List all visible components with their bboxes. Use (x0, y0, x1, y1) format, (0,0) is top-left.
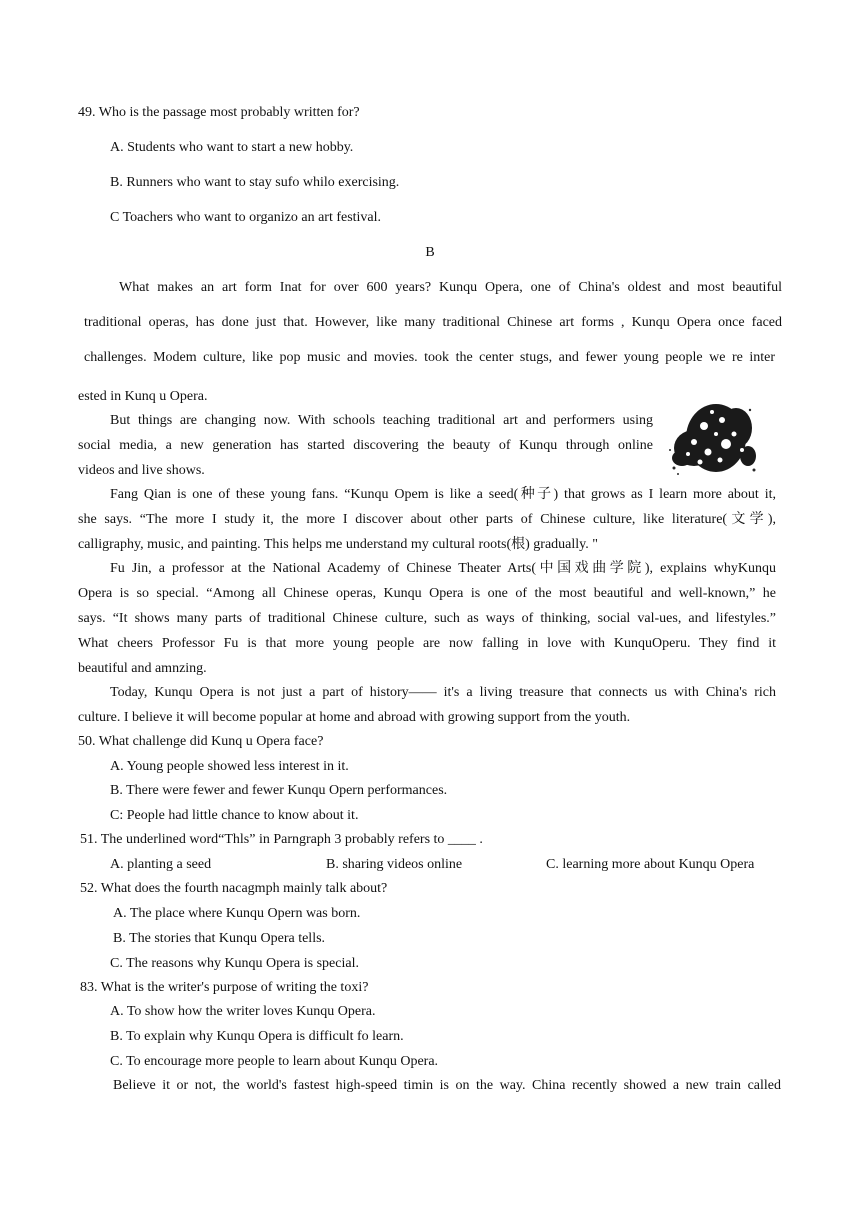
q83-stem: 83. What is the writer's purpose of writing the toxi? (80, 980, 369, 995)
q50-option-c: C: People had little chance to know about it. (110, 808, 359, 823)
q51-option-c: C. learning more about Kunqu Opera (546, 857, 755, 872)
p2-line-3: videos and live shows. (78, 463, 205, 478)
q49-option-b: B. Runners who want to stay sufo whilo exercising. (110, 175, 400, 190)
q50-option-b: B. There were fewer and fewer Kunqu Opern performances. (110, 783, 448, 798)
q49-stem: 49. Who is the passage most probably written for? (78, 105, 360, 120)
q51-option-a: A. planting a seed (110, 857, 212, 872)
q52-option-b: B. The stories that Kunqu Opera tells. (113, 931, 326, 946)
p3-line-3: calligraphy, music, and painting. This helps me understand my cultural roots(根) gradually. " (78, 537, 598, 552)
p3-line-1: Fang Qian is one of these young fans. “Kunqu Opem is like a seed(种子) that grows as I learn more about it, (110, 487, 776, 502)
p4-line-2: Opera is so special. “Among all Chinese operas, Kunqu Opera is one of the most beautiful and well-known,” he (78, 586, 776, 601)
q83-option-b: B. To explain why Kunqu Opera is difficult fo learn. (110, 1029, 404, 1044)
section-label: B (425, 245, 435, 260)
q50-stem: 50. What challenge did Kunq u Opera face? (78, 734, 324, 749)
q52-option-a: A. The place where Kunqu Opern was born. (113, 906, 361, 921)
q83-option-a: A. To show how the writer loves Kunqu Opera. (110, 1004, 376, 1019)
q51-stem: 51. The underlined word“Thls” in Parngraph 3 probably refers to ____ . (80, 832, 483, 847)
q49-option-c: C Toachers who want to organizo an art festival. (110, 210, 382, 225)
p1-line-2: traditional operas, has done just that. However, like many traditional Chinese art forms , Kunqu Opera once faced (84, 315, 782, 330)
q52-stem: 52. What does the fourth nacagmph mainly talk about? (80, 881, 388, 896)
q52-option-c: C. The reasons why Kunqu Opera is special. (110, 956, 359, 971)
p1-line-4: ested in Kunq u Opera. (78, 389, 208, 404)
q83-option-c: C. To encourage more people to learn about Kunqu Opera. (110, 1054, 439, 1069)
q49-option-a: A. Students who want to start a new hobby. (110, 140, 354, 155)
p1-line-1: What makes an art form Inat for over 600 years? Kunqu Opera, one of China's oldest and most beautiful (119, 280, 782, 295)
p5-line-1: Today, Kunqu Opera is not just a part of history—— it's a living treasure that connects us with China's rich (110, 685, 776, 700)
p2-line-1: But things are changing now. With schools teaching traditional art and performers using (110, 413, 653, 428)
p4-line-3: says. “It shows many parts of traditional Chinese culture, such as ways of thinking, social val-ues, and lifestyles.” (78, 611, 776, 626)
p2-line-2: social media, a new generation has started discovering the beauty of Kunqu through online (78, 438, 653, 453)
q51-option-b: B. sharing videos online (326, 857, 463, 872)
q50-option-a: A. Young people showed less interest in it. (110, 759, 349, 774)
kunqu-opera-picture (664, 398, 760, 480)
p4-line-4: What cheers Professor Fu is that more young people are now falling in love with KunquOperu. They find it (78, 636, 776, 651)
p4-line-1: Fu Jin, a professor at the National Academy of Chinese Theater Arts(中国戏曲学院), explains whyKunqu (110, 561, 776, 576)
next-passage-line: Believe it or not, the world's fastest high-speed timin is on the way. China recently showed a new train called (113, 1078, 781, 1093)
p5-line-2: culture. I believe it will become popular at home and abroad with growing support from the youth. (78, 710, 631, 725)
q51-options (110, 856, 790, 874)
p4-line-5: beautiful and amnzing. (78, 661, 207, 676)
p1-line-3: challenges. Modem culture, like pop music and movies. took the center stugs, and fewer young people we re inter (84, 350, 775, 365)
p3-line-2: she says. “The more I study it, the more I discover about other parts of Chinese culture, like literature(文学), (78, 512, 776, 527)
